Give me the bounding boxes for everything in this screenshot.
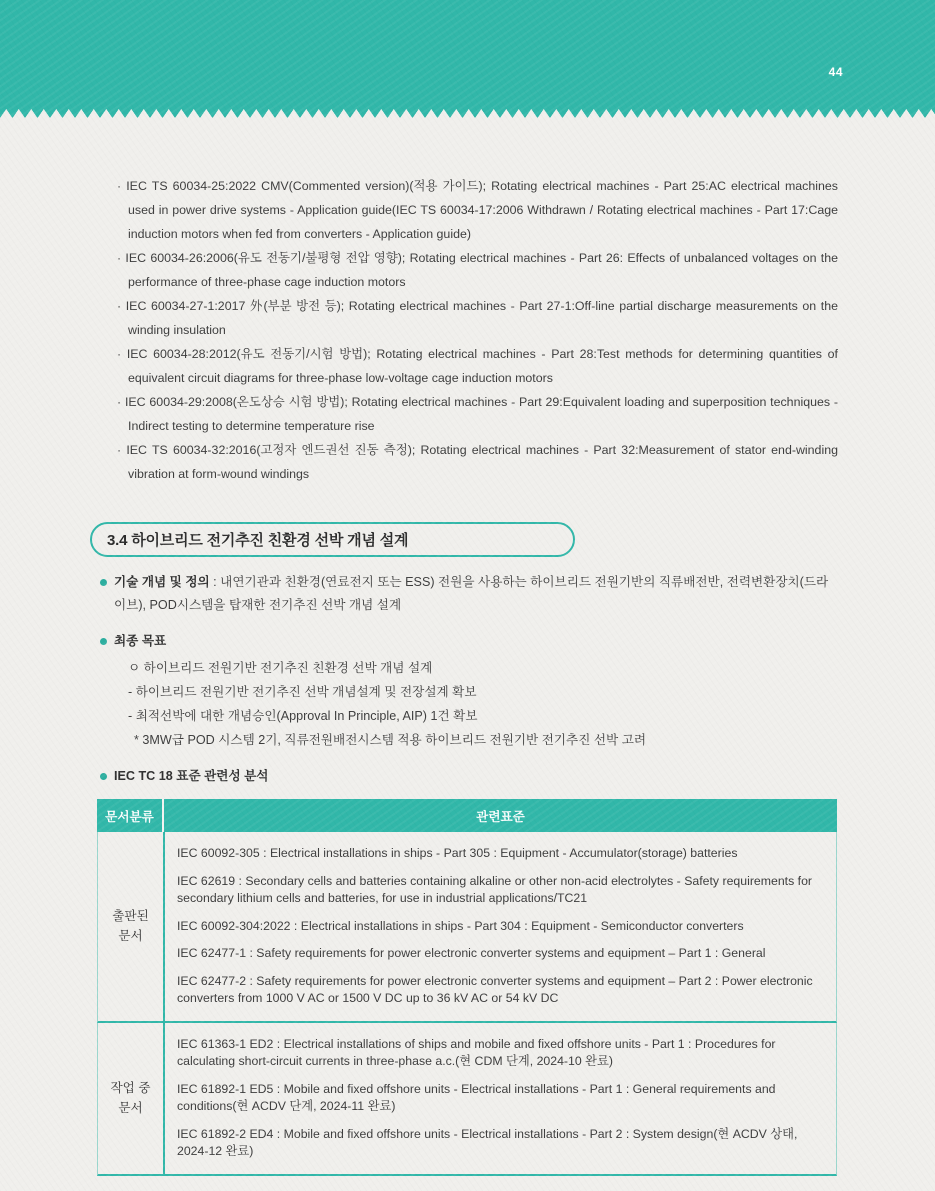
category-cell-in-progress xyxy=(98,1023,165,1174)
bullet-char: · xyxy=(117,395,122,409)
goal-sub-item-note: * 3MW급 POD 시스템 2기, 직류전원배전시스템 적용 하이브리드 전원기반 전기추진 선박 고려 xyxy=(134,733,647,747)
category-line: 문서 xyxy=(118,929,143,944)
standard-paragraph: IEC 62477-2 : Safety requirements for power electronic converter systems and equipment – Part 2 : Power electronic converters from 1000 V AC or 1500 V DC up to 36 kV AC or 54 kV DC xyxy=(177,973,813,1005)
standard-paragraph: IEC 61892-2 ED4 : Mobile and fixed offshore units - Electrical installations - Part 2 : System design(현 ACDV 상태, 2024-12 완료) xyxy=(177,1126,798,1158)
list-item-text: IEC 60034-27-1:2017 外(부분 방전 등); Rotating electrical machines - Part 27-1:Off-line partial discharge measurements on the winding insulation xyxy=(125,299,838,337)
list-item xyxy=(117,438,838,486)
iec-standards-list xyxy=(117,174,838,486)
header-cell-standards: 관련표준 xyxy=(476,810,525,824)
standard-paragraph: IEC 61363-1 ED2 : Electrical installations of ships and mobile and fixed offshore units - Part 1 : Procedures for calculating short-circuit currents in three-phase a.c.(현 CDM 단계, 2024-10 완료) xyxy=(177,1036,776,1068)
standard-paragraph: IEC 62477-1 : Safety requirements for power electronic converter systems and equipment – Part 1 : General xyxy=(177,946,766,960)
section-body xyxy=(100,571,838,788)
goal-sub-item: ㅇ 하이브리드 전원기반 전기추진 친환경 선박 개념 설계 xyxy=(128,661,433,675)
category-line: 작업 중 xyxy=(110,1081,151,1095)
standard-paragraph: IEC 61892-1 ED5 : Mobile and fixed offshore units - Electrical installations - Part 1 : General requirements and conditions(현 ACDV 단계, 2024-11 완료) xyxy=(177,1081,776,1113)
table-header-row xyxy=(97,799,837,832)
row-group-published xyxy=(97,832,837,1023)
zigzag-torn-edge xyxy=(0,100,935,118)
standards-table xyxy=(97,799,837,1176)
list-item xyxy=(117,294,838,342)
list-item xyxy=(117,174,838,246)
list-item xyxy=(117,246,838,294)
list-item-text: IEC TS 60034-32:2016(고정자 엔드권선 진동 측정); Rotating electrical machines - Part 32:Measurement of stator end-winding vibration at form-wound windings xyxy=(126,443,838,481)
green-dot-icon xyxy=(100,579,107,586)
header-cell-doc-type: 문서분류 xyxy=(97,799,164,832)
tech-concept-label: 기술 개념 및 정의 xyxy=(114,575,210,589)
final-goal-label: 최종 목표 xyxy=(114,634,167,648)
page-number: 44 xyxy=(828,65,843,79)
analysis-label: IEC TC 18 표준 관련성 분석 xyxy=(114,769,269,783)
bullet-char: · xyxy=(117,179,122,193)
bullet-char: · xyxy=(117,347,122,361)
analysis-heading xyxy=(100,765,838,788)
section-title-box xyxy=(90,522,575,557)
standards-cell-in-progress xyxy=(165,1023,836,1174)
category-line: 문서 xyxy=(118,1101,143,1115)
bullet-char: · xyxy=(117,251,122,265)
section-title: 3.4 하이브리드 전기추진 친환경 선박 개념 설계 xyxy=(107,532,409,549)
list-item-text: IEC TS 60034-25:2022 CMV(Commented version)(적용 가이드); Rotating electrical machines - Part 25:AC electrical machines used in power drive systems - Application guide(IEC TS 60034-17:2006 Withdrawn / Rotating electrical machines - Part 17:Cage induction motors when fed from converters - Application guide) xyxy=(126,179,838,241)
final-goal-sublist xyxy=(128,656,838,752)
bullet-char: · xyxy=(117,299,122,313)
bullet-char: · xyxy=(117,443,122,457)
goal-sub-item: - 하이브리드 전원기반 전기추진 선박 개념설계 및 전장설계 확보 xyxy=(128,685,477,699)
final-goal-section xyxy=(100,630,838,752)
list-item xyxy=(117,390,838,438)
green-dot-icon xyxy=(100,773,107,780)
tech-concept-text: : 내연기관과 친환경(연료전지 또는 ESS) 전원을 사용하는 하이브리드 전원기반의 직류배전반, 전력변환장치(드라이브), POD시스템을 탑재한 전기추진 선박 개념 설계 xyxy=(114,575,829,612)
list-item xyxy=(117,342,838,390)
page-header-band xyxy=(0,0,935,100)
standard-paragraph: IEC 60092-305 : Electrical installations in ships - Part 305 : Equipment - Accumulator(storage) batteries xyxy=(177,846,738,860)
green-dot-icon xyxy=(100,638,107,645)
standard-paragraph: IEC 62619 : Secondary cells and batteries containing alkaline or other non-acid electrolytes - Safety requirements for secondary lithium cells and batteries, for use in industrial applications/TC21 xyxy=(177,873,813,905)
category-cell-published xyxy=(98,832,165,1021)
list-item-text: IEC 60034-26:2006(유도 전동기/불평형 전압 영향); Rotating electrical machines - Part 26: Effects of unbalanced voltages on the performance of three-phase cage induction motors xyxy=(125,251,838,289)
category-line: 출판된 xyxy=(112,909,149,924)
list-item-text: IEC 60034-29:2008(온도상승 시험 방법); Rotating electrical machines - Part 29:Equivalent loading and superposition techniques - Indirect testing to determine temperature rise xyxy=(124,395,839,433)
row-group-in-progress xyxy=(97,1023,837,1176)
list-item-text: IEC 60034-28:2012(유도 전동기/시험 방법); Rotating electrical machines - Part 28:Test methods for determining quantities of equivalent circuit diagrams for three-phase low-voltage cage induction motors xyxy=(126,347,838,385)
goal-sub-item: - 최적선박에 대한 개념승인(Approval In Principle, AIP) 1건 확보 xyxy=(128,709,478,723)
standards-cell-published xyxy=(165,832,836,1021)
tech-concept-paragraph xyxy=(100,571,838,617)
standard-paragraph: IEC 60092-304:2022 : Electrical installations in ships - Part 304 : Equipment - Semiconductor converters xyxy=(177,918,744,933)
